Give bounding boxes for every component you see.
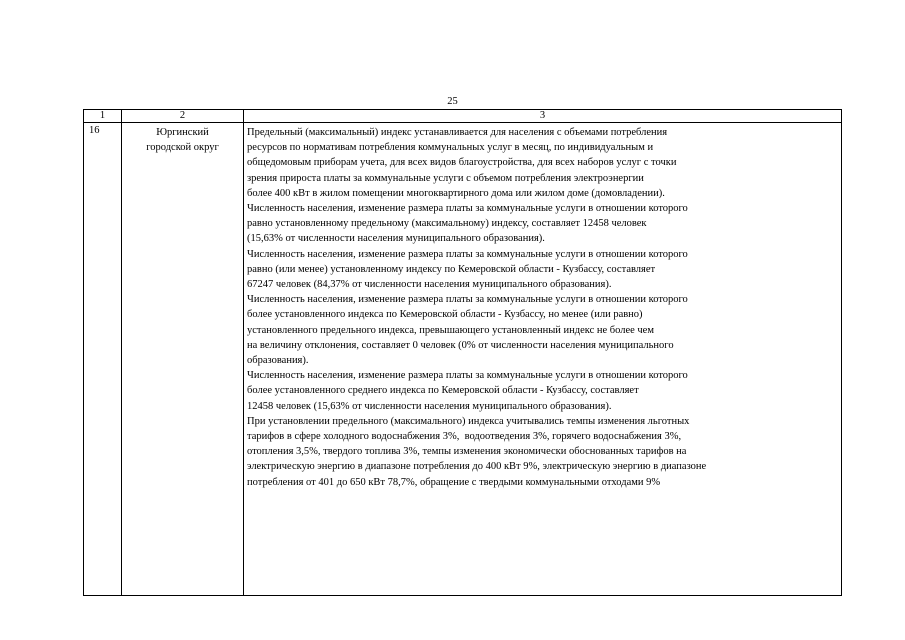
text-line: отопления 3,5%, твердого топлива 3%, темпы изменения экономически обоснованных тарифов на [247,446,687,458]
header-cell-2: 2 [122,110,244,123]
text-line: тарифов в сфере холодного водоснабжения 3%, водоотведения 3%, горячего водоснабжения 3%, [247,431,682,443]
text-line: более установленного среднего индекса по Кемеровской области - Кузбассу, составляет [247,385,639,397]
header-cell-1: 1 [84,110,122,123]
table-header-row [84,110,842,123]
data-table [83,109,842,596]
table-row [84,123,842,596]
text-line: установленного предельного индекса, превышающего установленный индекс не более чем [247,324,654,336]
municipality-name-line: городской округ [146,142,219,153]
text-line: электрическую энергию в диапазоне потребления до 400 кВт 9%, электрическую энергию в диапазоне [247,461,707,473]
description-cell [244,123,842,596]
text-line: равно установленному предельному (максимальному) индексу, составляет 12458 человек [247,218,647,230]
text-line: 67247 человек (84,37% от численности населения муниципального образования). [247,279,612,291]
text-line: ресурсов по нормативам потребления коммунальных услуг в месяц, по индивидуальным и [247,142,654,154]
text-line: (15,63% от численности населения муниципального образования). [247,233,545,245]
row-number: 16 [84,123,122,596]
municipality-name [122,123,244,596]
text-line: При установлении предельного (максимального) индекса учитывались темпы изменения льготных [247,415,690,427]
page-number: 25 [447,96,458,107]
text-line: образования). [247,355,309,367]
text-line: Численность населения, изменение размера платы за коммунальные услуги в отношении которого [247,248,688,260]
municipality-name-line: Юргинский [156,127,209,138]
text-line: равно (или менее) установленному индексу по Кемеровской области - Кузбассу, составляет [247,263,656,275]
text-line: на величину отклонения, составляет 0 человек (0% от численности населения муниципального [247,339,674,351]
text-line: более установленного индекса по Кемеровской области - Кузбассу, но менее (или равно) [247,309,643,321]
text-line: более 400 кВт в жилом помещении многоквартирного дома или жилом доме (домовладении). [247,187,665,199]
text-line: потребления от 401 до 650 кВт 78,7%, обращение с твердыми коммунальными отходами 9% [247,476,661,488]
text-line: Численность населения, изменение размера платы за коммунальные услуги в отношении которого [247,294,688,306]
text-line: Предельный (максимальный) индекс устанавливается для населения с объемами потребления [247,127,668,138]
text-line: общедомовым приборам учета, для всех видов благоустройства, для всех наборов услуг с точки [247,157,677,169]
text-line: Численность населения, изменение размера платы за коммунальные услуги в отношении которого [247,370,688,382]
text-line: зрения прироста платы за коммунальные услуги с объемом потребления электроэнергии [247,172,644,184]
text-line: 12458 человек (15,63% от численности населения муниципального образования). [247,400,612,412]
header-cell-3: 3 [244,110,842,123]
text-line: Численность населения, изменение размера платы за коммунальные услуги в отношении которого [247,203,688,215]
